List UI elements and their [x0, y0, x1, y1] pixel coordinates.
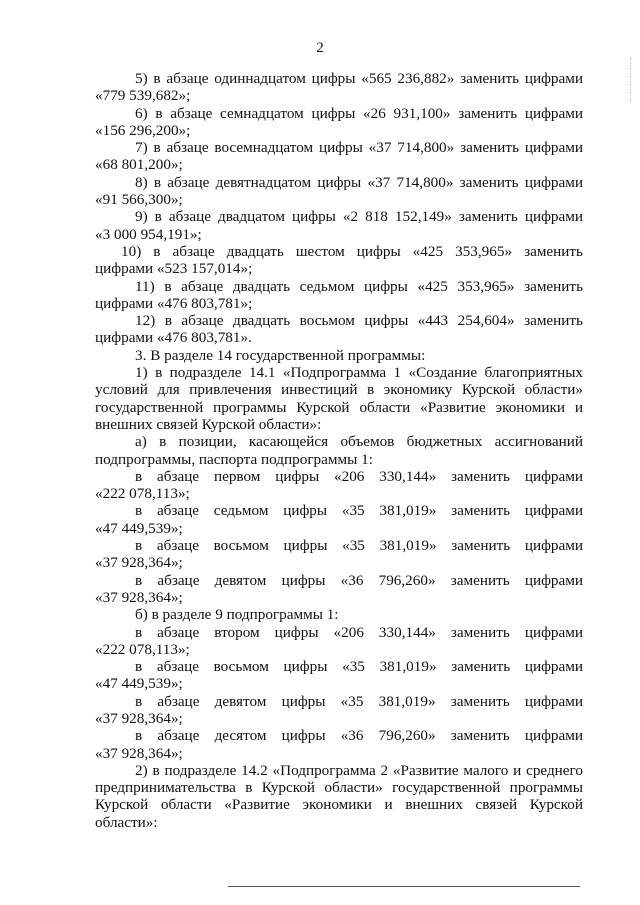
- bottom-divider: [228, 886, 580, 887]
- text-line: «37 928,364»;: [95, 588, 183, 606]
- text-line: 1) в подразделе 14.1 «Подпрограмма 1 «Создание благоприятных: [135, 364, 583, 382]
- text-line: предпринимательства в Курской области» государственной программы: [95, 779, 583, 797]
- text-line: 9) в абзаце двадцатом цифры «2 818 152,149» заменить цифрами: [135, 208, 583, 226]
- text-line: подпрограммы, паспорта подпрограммы 1:: [95, 450, 373, 468]
- text-line: внешних связей Курской области»:: [95, 415, 322, 433]
- text-line: «156 296,200»;: [95, 121, 191, 139]
- text-line: в абзаце первом цифры «206 330,144» заменить цифрами: [135, 467, 583, 485]
- text-line: в абзаце втором цифры «206 330,144» заменить цифрами: [135, 623, 583, 641]
- text-line: в абзаце восьмом цифры «35 381,019» заменить цифрами: [135, 658, 583, 676]
- text-line: «68 801,200»;: [95, 156, 183, 174]
- text-line: 12) в абзаце двадцать восьмом цифры «443 254,604» заменить: [135, 312, 583, 330]
- text-line: «222 078,113»;: [95, 485, 190, 503]
- text-line: цифрами «476 803,781»;: [95, 294, 253, 312]
- text-line: б) в разделе 9 подпрограммы 1:: [135, 606, 339, 624]
- text-line: 8) в абзаце девятнадцатом цифры «37 714,800» заменить цифрами: [135, 173, 583, 191]
- text-line: области»:: [95, 813, 158, 831]
- scan-edge-mark: [630, 58, 639, 102]
- text-line: условий для привлечения инвестиций в экономику Курской области»: [95, 381, 583, 399]
- text-line: «222 078,113»;: [95, 640, 190, 658]
- text-line: «3 000 954,191»;: [95, 225, 202, 243]
- text-line: 5) в абзаце одиннадцатом цифры «565 236,882» заменить цифрами: [135, 70, 583, 87]
- section-heading: 3. В разделе 14 государственной программы:: [135, 346, 426, 364]
- text-line: «47 449,539»;: [95, 519, 183, 537]
- text-line: государственной программы Курской области «Развитие экономики и: [95, 398, 583, 416]
- text-line: «37 928,364»;: [95, 554, 183, 572]
- text-line: 10) в абзаце двадцать шестом цифры «425 353,965» заменить: [121, 242, 583, 260]
- text-line: в абзаце десятом цифры «36 796,260» заменить цифрами: [135, 727, 583, 745]
- text-line: в абзаце седьмом цифры «35 381,019» заменить цифрами: [135, 502, 583, 520]
- text-line: «91 566,300»;: [95, 191, 183, 209]
- text-line: цифрами «476 803,781».: [95, 329, 252, 347]
- text-line: «47 449,539»;: [95, 675, 183, 693]
- document-body: [95, 70, 583, 831]
- text-line: а) в позиции, касающейся объемов бюджетных ассигнований: [135, 433, 583, 451]
- text-line: Курской области «Развитие экономики и внешних связей Курской: [95, 796, 583, 814]
- text-line: «779 539,682»;: [95, 87, 191, 105]
- text-line: в абзаце девятом цифры «36 796,260» заменить цифрами: [135, 571, 583, 589]
- text-line: 6) в абзаце семнадцатом цифры «26 931,100» заменить цифрами: [135, 104, 583, 122]
- text-line: 2) в подразделе 14.2 «Подпрограмма 2 «Развитие малого и среднего: [135, 761, 583, 779]
- text-line: цифрами «523 157,014»;: [95, 260, 253, 278]
- text-line: в абзаце восьмом цифры «35 381,019» заменить цифрами: [135, 537, 583, 555]
- text-line: в абзаце девятом цифры «35 381,019» заменить цифрами: [135, 692, 583, 710]
- text-line: «37 928,364»;: [95, 744, 183, 762]
- text-line: 11) в абзаце двадцать седьмом цифры «425 353,965» заменить: [135, 277, 583, 295]
- text-line: «37 928,364»;: [95, 709, 183, 727]
- text-line: 7) в абзаце восемнадцатом цифры «37 714,800» заменить цифрами: [135, 139, 583, 157]
- page-number: 2: [316, 40, 324, 56]
